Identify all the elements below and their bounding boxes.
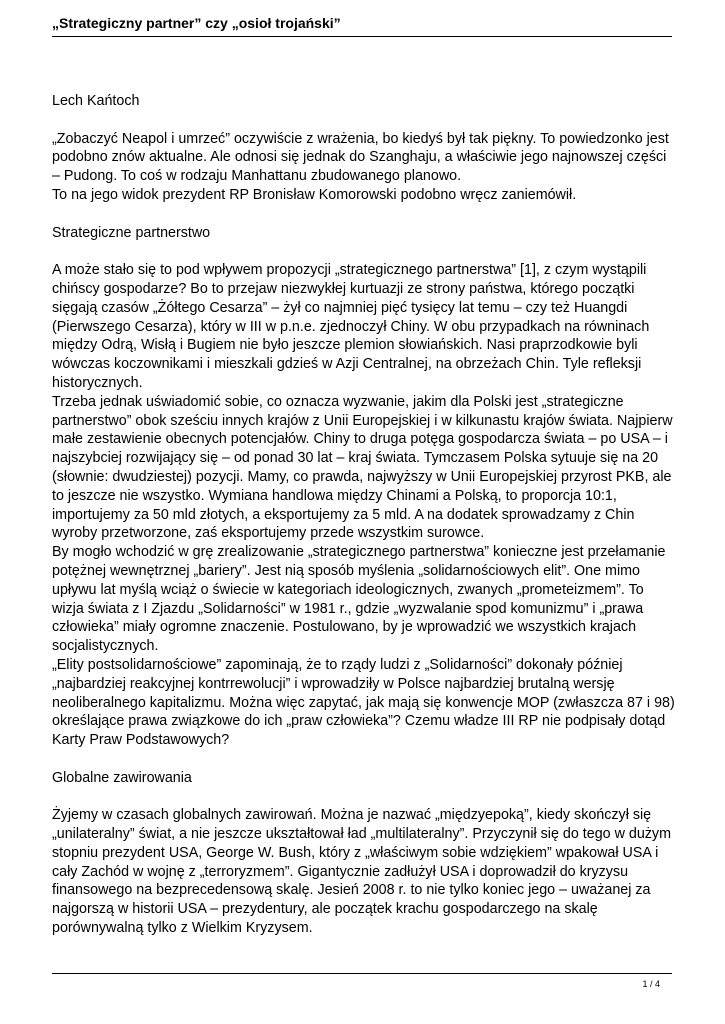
body-paragraph: By mogło wchodzić w grę zrealizowanie „strategicznego partnerstwa” konieczne jest przełamanie potężnej wewnętrznej „bariery”. Jest nią sposób myślenia „solidarnościowych elit”. One mimo upływu lat myślą wciąż o świecie w kategoriach ideologicznych, zwanych „prometeizmem”. To wizja świata z I Zjazdu „Solidarności” w 1981 r., gdzie „wyzwalanie spod komunizmu” i „prawa człowieka” miały ogromne znaczenie. Postulowano, by je wprowadzić we wszystkich krajach socjalistycznych. (52, 544, 666, 655)
document-title: „Strategiczny partner” czy „osioł trojański” (52, 15, 341, 31)
paragraph-gap (52, 205, 676, 224)
section-heading-strategic-partnership: Strategiczne partnerstwo (52, 224, 211, 241)
intro-paragraph: To na jego widok prezydent RP Bronisław Komorowski podobno wręcz zaniemówił. (52, 186, 577, 203)
body-paragraph: A może stało się to pod wpływem propozycji „strategicznego partnerstwa” [1], z czym wystąpili chińscy gospodarze? Bo to przejaw niezwykłej kurtuazji ze strony państwa, którego początki sięgają czasów „Żółtego Cesarza” – żył co najmniej pięć tysięcy lat temu – czy też Huangdi (Pierwszego Cesarza), który w III w p.n.e. zjednoczył Chiny. W obu przypadkach na równinach między Odrą, Wisłą i Bugiem nie było jeszcze plemion słowiańskich. Nasi praprzodkowie byli wówczas koczownikami i mieszkali gdzieś w Azji Centralnej, na obrzeżach Chin. Tyle refleksji historycznych. (52, 262, 650, 391)
author-name: Lech Kańtoch (52, 93, 140, 109)
body-paragraph: Żyjemy w czasach globalnych zawirowań. Można je nazwać „międzyepoką”, kiedy skończył się „unilateralny” świat, a nie jeszcze ukształtował ład „multilateralny”. Przyczynił się do tego w dużym stopniu prezydent USA, George W. Bush, który z „właściwym sobie wdziękiem” wpakował USA i cały Zachód w wojnę z „terroryzmem”. Gigantycznie zadłużył USA i doprowadził do kryzysu finansowego na bezprecedensową skalę. Jesień 2008 r. to nie tylko koniec jego – uważanej za najgorszą w historii USA – prezydentury, ale początek krachu gospodarczego na skalę porównywalną tylko z Wielkim Kryzysem. (52, 807, 671, 937)
body-paragraph: Trzeba jednak uświadomić sobie, co oznacza wyzwanie, jakim dla Polski jest „strategiczne partnerstwo” obok sześciu innych krajów z Unii Europejskiej i w kilkunastu krajów świata. Najpierw małe zestawienie obecnych potencjałów. Chiny to druga potęga gospodarcza świata – po USA – i najszybciej rozwijający się – od ponad 30 lat – kraj świata. Tymczasem Polska sytuuje się na 20 (słownie: dwudziestej) pozycji. Mamy, co prawda, najwyższy w Unii Europejskiej przyrost PKB, ale to jeszcze nie wszystko. Wymiana handlowa między Chinami a Polską, to proporcja 10:1, importujemy za 50 mld złotych, a eksportujemy za 5 mld. A na dodatek sprowadzamy z Chin wyroby przetworzone, zaś eksportujemy przede wszystkim surowce. (52, 393, 673, 542)
paragraph-gap (52, 242, 676, 261)
section-heading-global-turbulence: Globalne zawirowania (52, 769, 192, 786)
paragraph-gap (52, 111, 676, 130)
paragraph-gap (52, 750, 676, 769)
footer-divider (52, 973, 672, 974)
document-body (52, 92, 676, 938)
paragraph-gap (52, 787, 676, 806)
page-header (52, 14, 672, 37)
intro-paragraph: „Zobaczyć Neapol i umrzeć” oczywiście z wrażenia, bo kiedyś był tak piękny. To powiedzonko jest podobno znów aktualne. Ale odnosi się jednak do Szanghaju, a właściwie jego najnowszej części – Pudong. To coś w rodzaju Manhattanu zbudowanego planowo. (52, 130, 669, 185)
body-paragraph: „Elity postsolidarnościowe” zapominają, że to rządy ludzi z „Solidarności” dokonały później „najbardziej reakcyjnej kontrrewolucji” i wprowadziły w Polsce najbardziej brutalną wersję neoliberalnego kapitalizmu. Można więc zapytać, jak mają się konwencje MOP (zwłaszcza 87 i 98) określające prawa związkowe do ich „praw człowieka”? Czemu władze III RP nie podpisały dotąd Karty Praw Podstawowych? (52, 656, 675, 749)
page-number: 1 / 4 (642, 979, 660, 989)
